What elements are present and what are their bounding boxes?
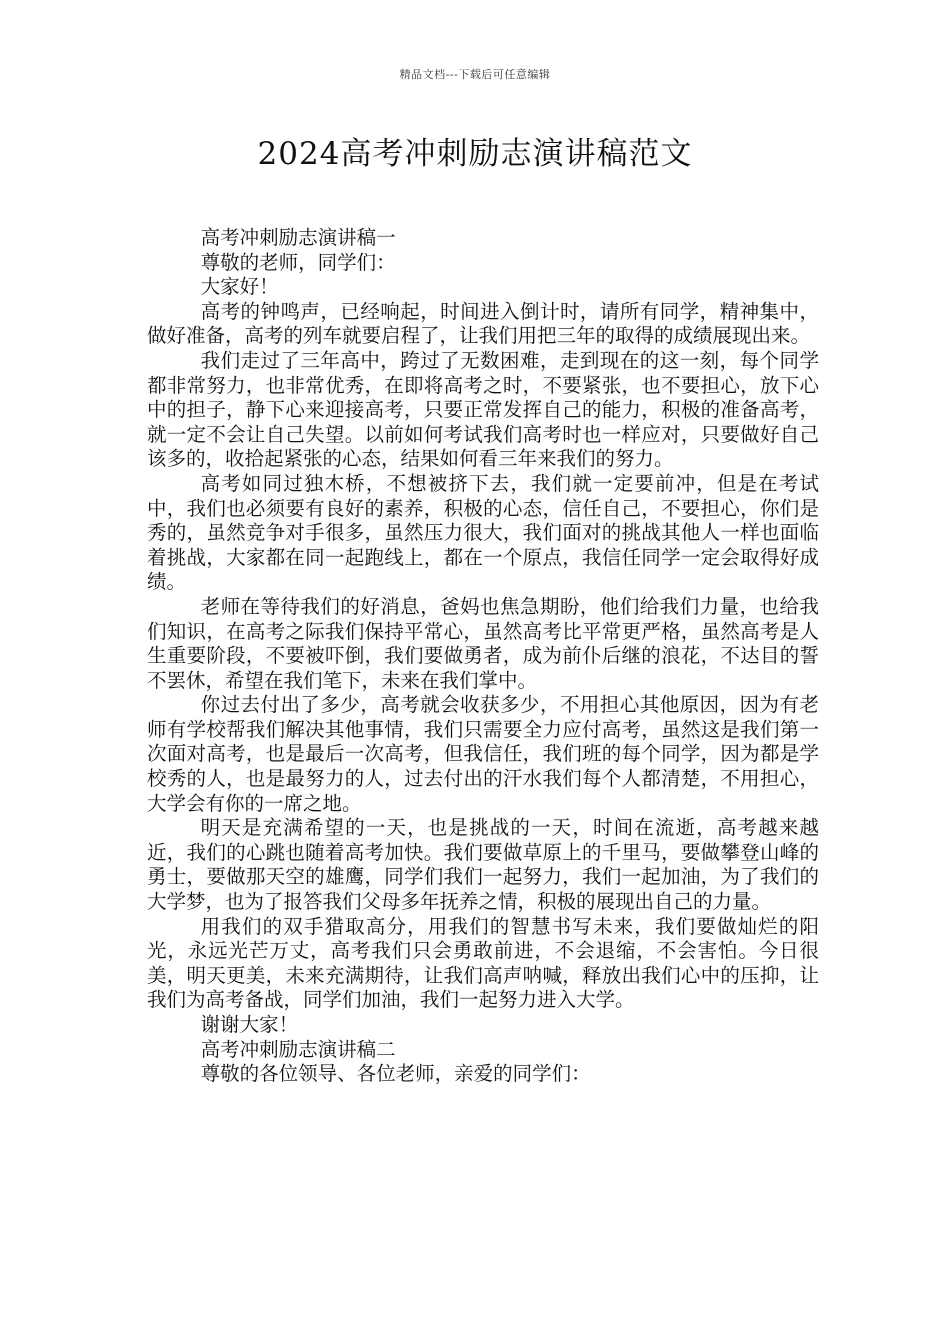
paragraph: 你过去付出了多少，高考就会收获多少，不用担心其他原因，因为有老师有学校帮我们解决其他事情，我们只需要全力应付高考，虽然这是我们第一次面对高考，也是最后一次高考，但我信任，我们班的每个同学，因为都是学校秀的人，也是最努力的人，过去付出的汗水我们每个人都清楚，不用担心，大学会有你的一席之地。 [147, 693, 819, 815]
salutation: 尊敬的老师，同学们： [200, 250, 396, 274]
closing-thanks: 谢谢大家！ [200, 1013, 299, 1036]
paragraph: 明天是充满希望的一天，也是挑战的一天，时间在流逝，高考越来越近，我们的心跳也随着高考加快。我们要做草原上的千里马，要做攀登山峰的勇士，要做那天空的雄鹰，同学们我们一起努力，我们一起加油，为了我们的大学梦，也为了报答我们父母多年抚养之情，积极的展现出自己的力量。 [147, 816, 819, 914]
paragraph: 用我们的双手猎取高分，用我们的智慧书写未来，我们要做灿烂的阳光，永远光芒万丈，高考我们只会勇敢前进，不会退缩，不会害怕。今日很美，明天更美，未来充满期待，让我们高声呐喊，释放出我们心中的压抑，让我们为高考备战，同学们加油，我们一起努力进入大学。 [147, 914, 819, 1012]
greeting: 大家好！ [200, 275, 279, 299]
section-heading-2: 高考冲刺励志演讲稿二 [200, 1037, 396, 1061]
salutation-2: 尊敬的各位领导、各位老师，亲爱的同学们： [200, 1062, 591, 1086]
header-note: 精品文档---下载后可任意编辑 [399, 68, 551, 81]
paragraph: 老师在等待我们的好消息，爸妈也焦急期盼，他们给我们力量，也给我们知识，在高考之际我们保持平常心，虽然高考比平常更严格，虽然高考是人生重要阶段，不要被吓倒，我们要做勇者，成为前仆后继的浪花，不达目的誓不罢休，希望在我们笔下，未来在我们掌中。 [147, 594, 819, 692]
section-heading-1: 高考冲刺励志演讲稿一 [200, 226, 396, 249]
paragraph: 我们走过了三年高中，跨过了无数困难，走到现在的这一刻，每个同学都非常努力，也非常优秀，在即将高考之时，不要紧张，也不要担心，放下心中的担子，静下心来迎接高考，只要正常发挥自己的能力，积极的准备高考，就一定不会让自己失望。以前如何考试我们高考时也一样应对，只要做好自己该多的，收拾起紧张的心态，结果如何看三年来我们的努力。 [147, 348, 819, 471]
document-body [147, 226, 819, 1087]
paragraph: 高考如同过独木桥，不想被挤下去，我们就一定要前冲，但是在考试中，我们也必须要有良好的素养，积极的心态，信任自己，不要担心，你们是秀的，虽然竞争对手很多，虽然压力很大，我们面对的挑战其他人一样也面临着挑战，大家都在同一起跑线上，都在一个原点，我信任同学一定会取得好成绩。 [147, 471, 819, 594]
paragraph: 高考的钟鸣声，已经响起，时间进入倒计时，请所有同学，精神集中，做好准备，高考的列车就要启程了，让我们用把三年的取得的成绩展现出来。 [147, 299, 819, 348]
document-title: 2024高考冲刺励志演讲稿范文 [257, 136, 693, 172]
